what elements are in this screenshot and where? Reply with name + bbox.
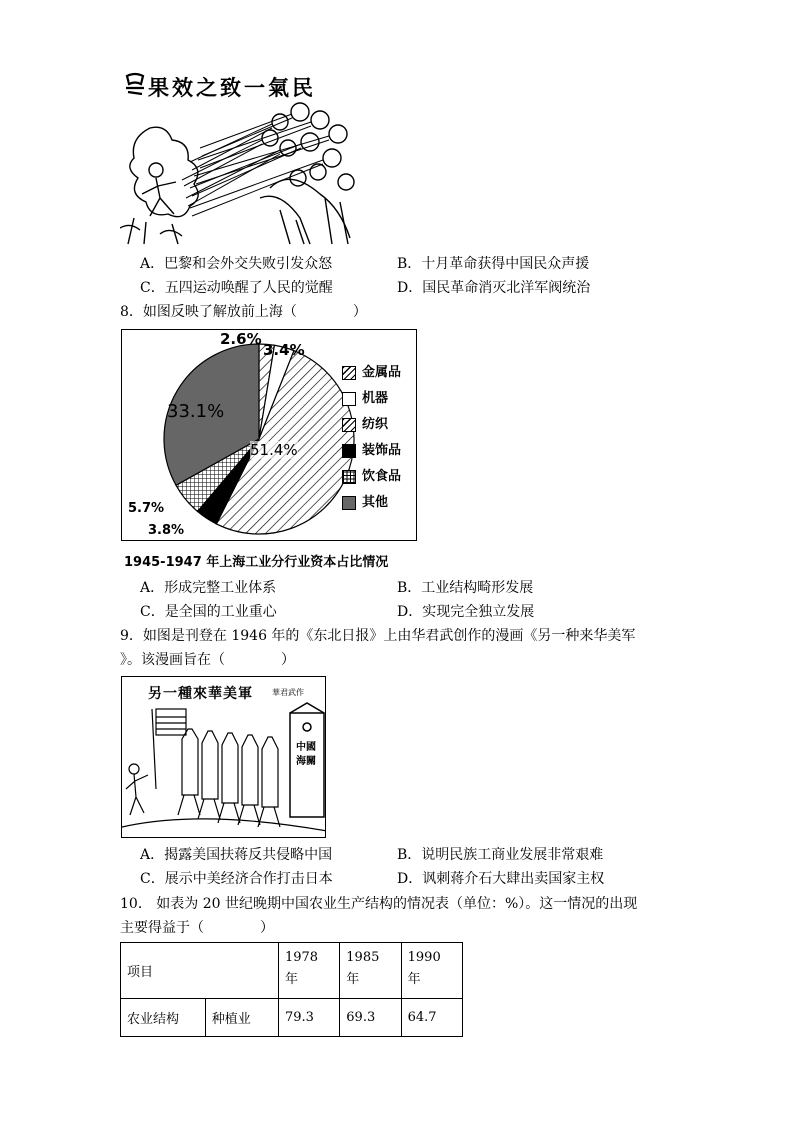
pie-label-decoration: 3.8% [148,523,185,538]
q8-option-d[interactable]: D．实现完全独立发展 [397,604,535,620]
legend-swatch-gray-icon [342,496,356,510]
q10-stem-line1: 10． 如表为 20 世纪晚期中国农业生产结构的情况表（单位：%）。这一情况的出现 [120,896,638,912]
q7-option-d[interactable]: D．国民革命消灭北洋军阀统治 [397,280,591,296]
legend-swatch-black-icon [342,444,356,458]
table-cell-1990: 64.7 [401,999,462,1037]
q7-cartoon [120,66,356,246]
legend-item-decoration: 装饰品 [342,439,401,457]
table-row-group: 农业结构 [121,999,206,1037]
q7-cartoon-seal-icon [124,72,146,98]
q9-option-a[interactable]: A．揭露美国扶蒋反共侵略中国 [140,847,333,863]
legend-item-food: 饮食品 [342,465,401,483]
q7-option-b[interactable]: B．十月革命获得中国民众声援 [397,256,590,272]
q8-option-c[interactable]: C．是全国的工业重心 [140,604,277,620]
q9-option-c[interactable]: C．展示中美经济合作打击日本 [140,871,333,887]
legend-item-other: 其他 [342,491,388,509]
legend-swatch-hatch-icon [342,418,356,432]
q8-option-b[interactable]: B．工业结构畸形发展 [397,580,534,596]
legend-swatch-white-icon [342,392,356,406]
q9-option-b[interactable]: B．说明民族工商业发展非常艰难 [397,847,604,863]
q7-option-c[interactable]: C．五四运动唤醒了人民的觉醒 [140,280,333,296]
table-row-label: 种植业 [205,999,278,1037]
q10-stem-line2: 主要得益于（ ） [120,920,274,936]
table-header-item: 项目 [121,943,279,999]
q10-table [120,942,463,1037]
legend-swatch-hatch-icon [342,366,356,380]
pie-label-metal: 2.6% [220,330,262,348]
q8-option-a[interactable]: A．形成完整工业体系 [140,580,277,596]
q8-pie-chart-box [121,329,417,541]
q9-cartoon-author: 華君武作 [272,688,304,697]
table-cell-1985: 69.3 [340,999,401,1037]
q8-stem: 8．如图反映了解放前上海（ ） [120,304,367,320]
table-header-year-1985: 1985 年 [340,943,401,999]
legend-item-metal: 金属品 [342,361,401,379]
pie-label-machine: 3.4% [263,341,305,359]
q9-stem-line1: 9．如图是刊登在 1946 年的《东北日报》上由华君武创作的漫画《另一种来华美军 [120,628,636,644]
q7-option-a[interactable]: A．巴黎和会外交失败引发众怒 [140,256,333,272]
legend-item-textile: 纺织 [342,413,388,431]
q9-option-d[interactable]: D．讽刺蒋介石大肆出卖国家主权 [397,871,605,887]
legend-swatch-grid-icon [342,470,356,484]
pie-label-other: 33.1% [167,401,225,422]
pie-legend [342,361,414,511]
q7-cartoon-drawing [120,98,356,246]
q9-cartoon [121,676,326,838]
q8-chart-caption: 1945-1947 年上海工业分行业资本占比情况 [124,555,389,570]
pie-slices [164,344,354,534]
q9-cartoon-title: 另一種來華美軍 [148,686,253,702]
q7-cartoon-caption: 民氣一致之效果 [148,75,316,100]
q9-stem-line2: 》。该漫画旨在（ ） [120,652,295,668]
pie-label-food: 5.7% [128,501,165,516]
legend-item-machine: 机器 [342,387,388,405]
q9-cartoon-gate-label: 中國海關 [296,742,316,767]
table-header-year-1990: 1990 年 [401,943,462,999]
table-header-year-1978: 1978 年 [278,943,339,999]
pie-label-textile: 51.4% [250,441,298,459]
table-cell-1978: 79.3 [278,999,339,1037]
